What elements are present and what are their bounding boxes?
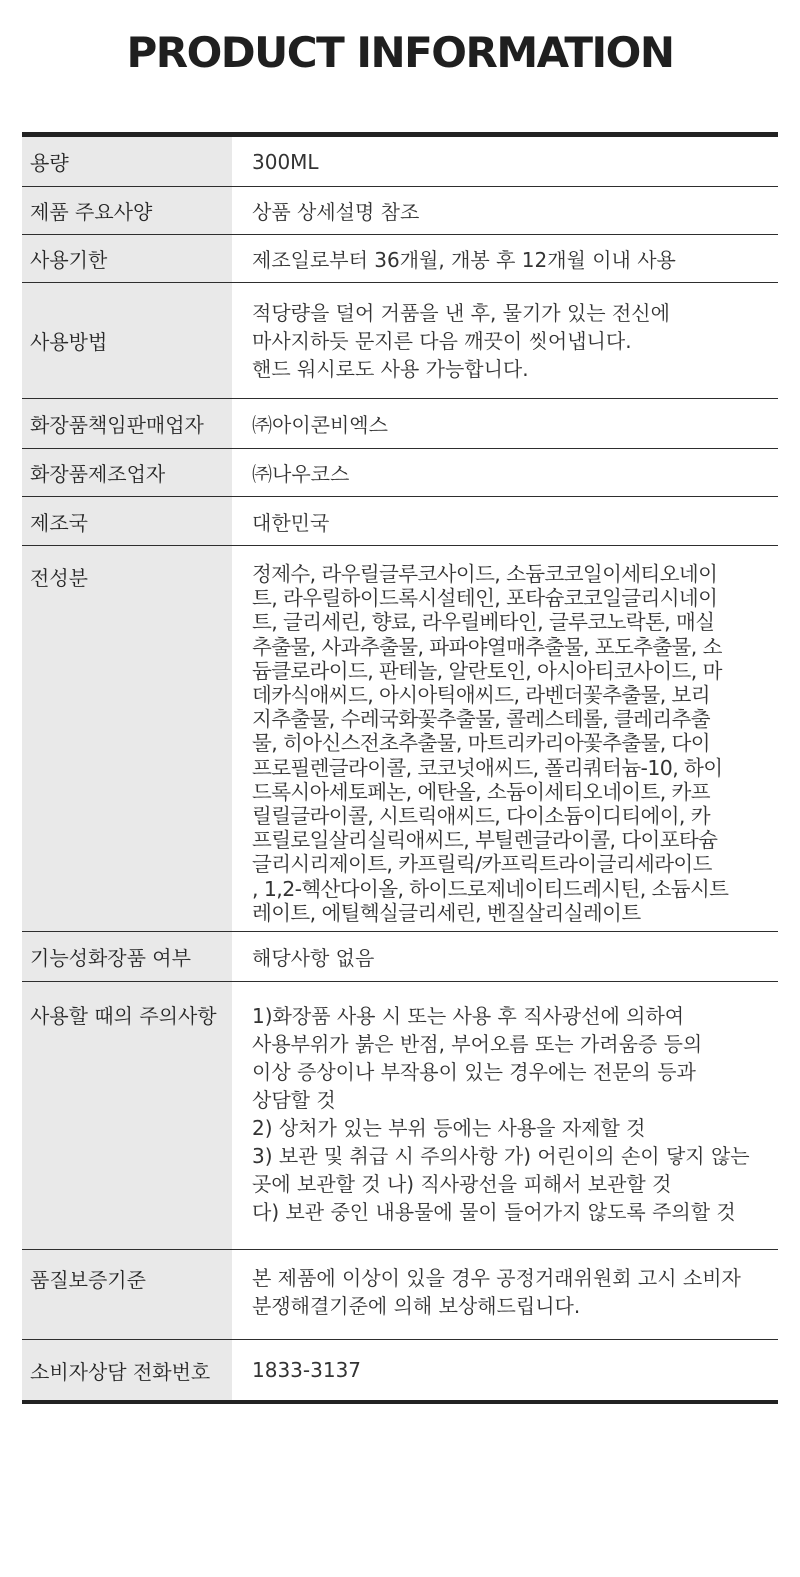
row-value: 300ML — [252, 149, 319, 174]
row-value: 적당량을 덜어 거품을 낸 후, 물기가 있는 전신에 마사지하듯 문지른 다음 깨끗이 씻어냅니다. 핸드 워시로도 사용 가능합니다. — [252, 300, 670, 381]
info-row-capacity — [22, 137, 778, 187]
info-row-manufacturer — [22, 449, 778, 497]
info-row-quality — [22, 1250, 778, 1340]
row-label: 품질보증기준 — [22, 1250, 232, 1339]
row-value: 본 제품에 이상이 있을 경우 공정거래위원회 고시 소비자 분쟁해결기준에 의해 보상해드립니다. — [252, 1266, 741, 1318]
row-value: 해당사항 없음 — [252, 946, 375, 970]
info-row-precautions — [22, 982, 778, 1250]
info-row-expiry — [22, 235, 778, 283]
info-row-main-spec — [22, 187, 778, 235]
info-row-usage — [22, 283, 778, 399]
row-value: 상품 상세설명 참조 — [252, 200, 420, 224]
row-label: 제품 주요사양 — [22, 187, 232, 234]
row-label: 용량 — [22, 137, 232, 186]
row-label: 소비자상담 전화번호 — [22, 1340, 232, 1400]
info-row-functional — [22, 932, 778, 982]
row-label: 화장품책임판매업자 — [22, 399, 232, 448]
row-value: 제조일로부터 36개월, 개봉 후 12개월 이내 사용 — [252, 248, 676, 272]
row-label: 기능성화장품 여부 — [22, 932, 232, 981]
row-value: 1833-3137 — [252, 1358, 362, 1382]
row-label: 화장품제조업자 — [22, 449, 232, 496]
row-value: 1)화장품 사용 시 또는 사용 후 직사광선에 의하여 사용부위가 붉은 반점, 부어오름 또는 가려움증 등의 이상 증상이나 부작용이 있는 경우에는 전문의 등과 상담할 것 2) 상처가 있는 부위 등에는 사용을 자제할 것 3) 보관 및 취급 시 주의사항 가) 어린이의 손이 닿지 않는 곳에 보관할 것 나) 직사광선을 피해서 보관할 것 다) 보관 중인 내용물에 물이 들어가지 않도록 주의할 것 — [252, 1004, 750, 1224]
row-label: 전성분 — [22, 546, 232, 931]
row-label: 사용할 때의 주의사항 — [22, 982, 232, 1249]
info-row-seller — [22, 399, 778, 449]
page-title: PRODUCT INFORMATION — [126, 28, 674, 77]
info-row-country — [22, 497, 778, 546]
row-value: ㈜아이콘비엑스 — [252, 413, 388, 437]
row-value: 정제수, 라우릴글루코사이드, 소듐코코일이세티오네이 트, 라우릴하이드록시설테인, 포타슘코코일글리시네이 트, 글리세린, 향료, 라우릴베타인, 글루코노락톤, 매실 추출물, 사과추출물, 파파야열매추출물, 포도추출물, 소 듐클로라이드, 판테놀, 알란토인, 아시아티코사이드, 마 데카식애씨드, 아시아틱애씨드, 라벤더꽃추출물, 보리 지추출물, 수레국화꽃추출물, 콜레스테롤, 클레리추출 물, 히아신스전초추출물, 마트리카리아꽃추출물, 다이 프로필렌글라이콜, 코코넛애씨드, 폴리쿼터늄-10, 하이 드록시아세토페논, 에탄올, 소듐이세티오네이트, 카프 릴릴글라이콜, 시트릭애씨드, 다이소듐이디티에이, 카 프릴로일살리실릭애씨드, 부틸렌글라이콜, 다이포타슘 글리시리제이트, 카프릴릭/카프릭트라이글리세라이드 , 1,2-헥산다이올, 하이드로제네이티드레시틴, 소듐시트 레이트, 에틸헥실글리세린, 벤질살리실레이트 — [252, 562, 729, 925]
row-label: 사용방법 — [22, 283, 232, 398]
product-info-table — [22, 132, 778, 1404]
row-label: 제조국 — [22, 497, 232, 545]
info-row-ingredients — [22, 546, 778, 932]
row-value: ㈜나우코스 — [252, 462, 350, 486]
row-value: 대한민국 — [252, 510, 330, 535]
row-label: 사용기한 — [22, 235, 232, 282]
info-row-contact — [22, 1340, 778, 1400]
